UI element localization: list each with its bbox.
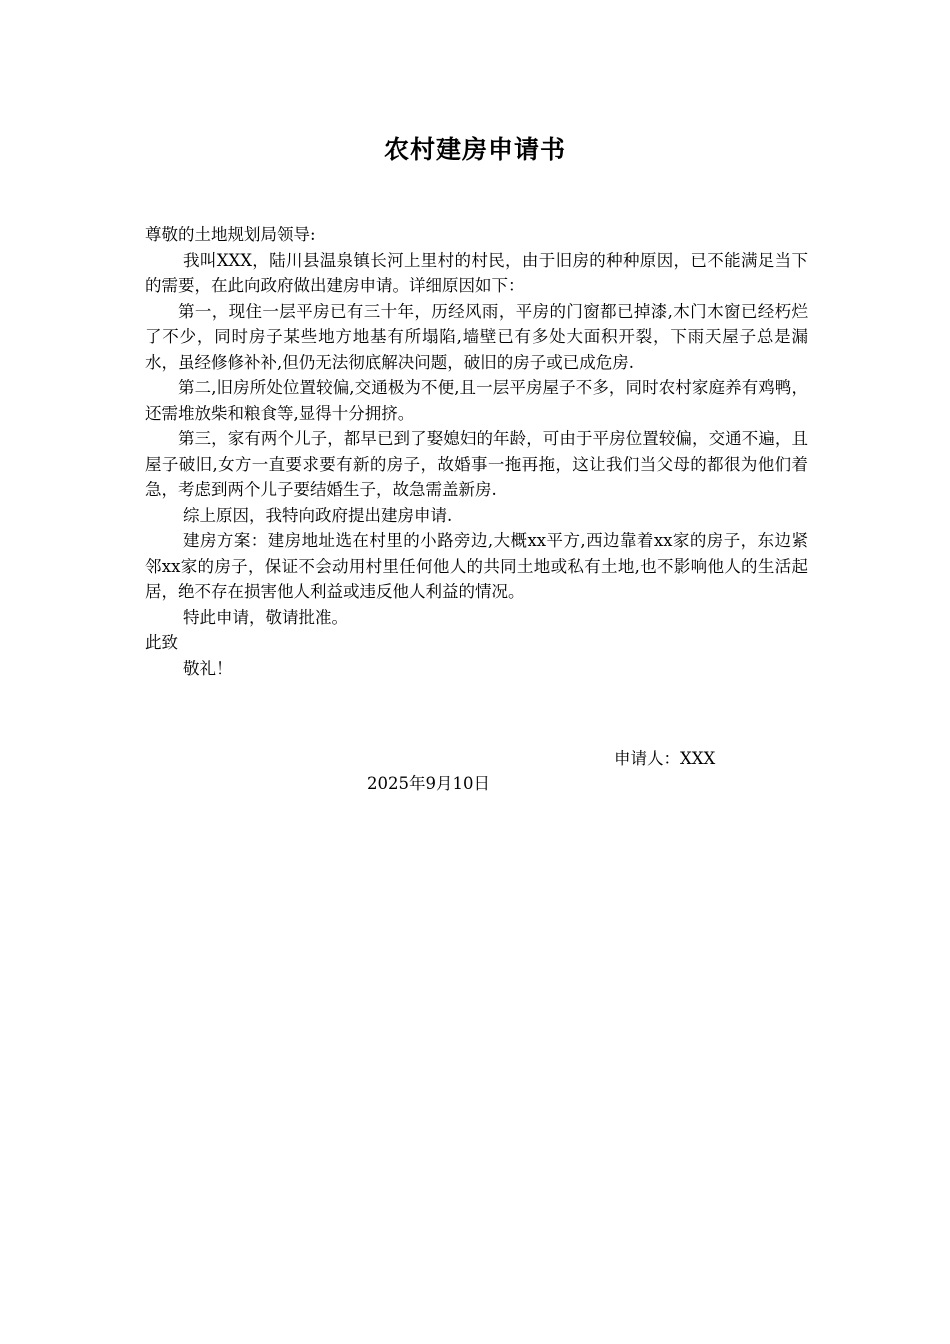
document-body <box>145 222 808 681</box>
intro-paragraph: 我叫XXX，陆川县温泉镇长河上里村的村民，由于旧房的种种原因，已不能满足当下的需要，在此向政府做出建房申请。详细原因如下： <box>145 250 808 295</box>
application-date: 2025年9月10日 <box>367 774 490 793</box>
reason-1-paragraph: 第一，现住一层平房已有三十年，历经风雨，平房的门窗都已掉漆,木门木窗已经朽烂了不少，同时房子某些地方地基有所塌陷,墙壁已有多处大面积开裂，下雨天屋子总是漏水，虽经修修补补,但仍无法彻底解决问题，破旧的房子或已成危房. <box>145 301 808 372</box>
document-title: 农村建房申请书 <box>383 135 566 164</box>
reason-3-paragraph: 第三，家有两个儿子，都早已到了娶媳妇的年龄，可由于平房位置较偏，交通不遍，且屋子破旧,女方一直要求要有新的房子，故婚事一拖再拖，这让我们当父母的都很为他们着急，考虑到两个儿子要结婚生子，故急需盖新房. <box>145 429 808 499</box>
salutation: 尊敬的土地规划局领导: <box>145 225 316 244</box>
applicant-signature: 申请人：XXX <box>614 749 716 768</box>
request-paragraph: 特此申请，敬请批准。 <box>183 607 348 627</box>
closing-line-2: 敬礼！ <box>183 658 233 678</box>
summary-paragraph: 综上原因，我特向政府提出建房申请. <box>183 505 453 525</box>
plan-paragraph: 建房方案：建房地址选在村里的小路旁边,大概xx平方,西边靠着xx家的房子，东边紧邻xx家的房子，保证不会动用村里任何他人的共同土地或私有土地,也不影响他人的生活起居，绝不存在损害他人利益或违反他人利益的情况。 <box>145 531 808 601</box>
reason-2-paragraph: 第二,旧房所处位置较偏,交通极为不便,且一层平房屋子不多，同时农村家庭养有鸡鸭，还需堆放柴和粮食等,显得十分拥挤。 <box>145 378 808 423</box>
closing-line-1: 此致 <box>145 633 178 652</box>
